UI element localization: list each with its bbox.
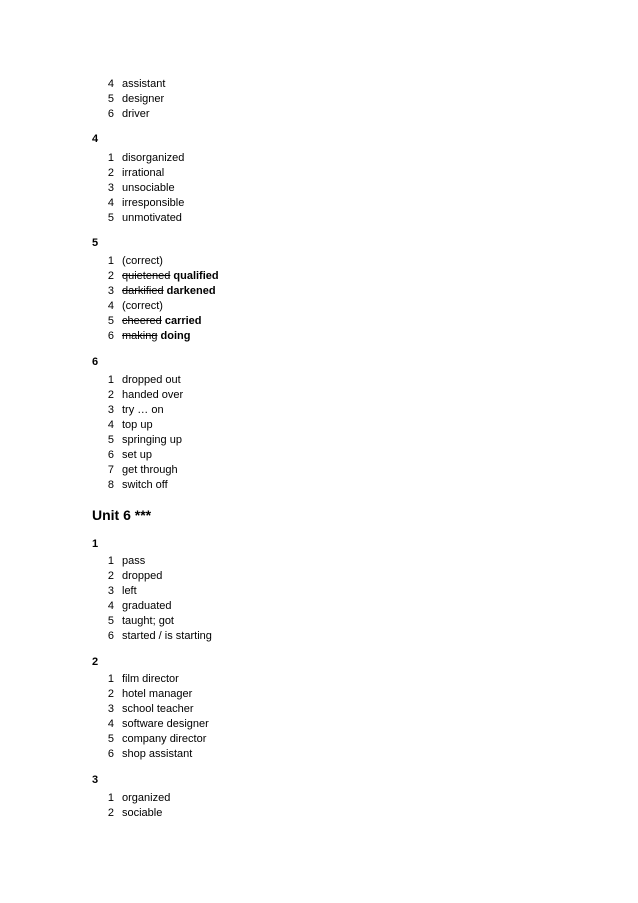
struck-word: quietened — [122, 270, 171, 282]
item-text: taught; got — [122, 615, 174, 627]
item-text: irresponsible — [122, 197, 185, 209]
corrected-word: qualified — [173, 270, 219, 282]
item-number: 4 — [107, 197, 114, 209]
item-text: shop assistant — [122, 748, 193, 760]
item-text: switch off — [122, 479, 168, 491]
item-text: (correct) — [122, 300, 163, 312]
item-text: graduated — [122, 600, 172, 612]
item-number: 6 — [107, 630, 114, 642]
item-text: hotel manager — [122, 688, 193, 700]
item-number: 2 — [107, 807, 114, 819]
item-text: driver — [122, 108, 150, 120]
item-number: 4 — [107, 718, 114, 730]
item-text: get through — [122, 464, 178, 476]
item-number: 2 — [107, 688, 114, 700]
item-number: 4 — [107, 419, 114, 431]
item-text: handed over — [122, 389, 184, 401]
item-text: software designer — [122, 718, 209, 730]
item-text: set up — [122, 449, 152, 461]
item-text — [122, 284, 216, 299]
item-text: top up — [122, 419, 153, 431]
item-number: 2 — [107, 270, 114, 282]
item-number: 6 — [107, 449, 114, 461]
item-text: unsociable — [122, 182, 175, 194]
item-number: 3 — [107, 182, 114, 194]
item-text: pass — [122, 555, 146, 567]
item-text: designer — [122, 93, 165, 105]
item-number: 3 — [107, 404, 114, 416]
item-text — [122, 314, 202, 329]
item-text — [122, 269, 219, 284]
item-text: sociable — [122, 807, 163, 819]
item-number: 2 — [107, 389, 114, 401]
section-heading: 1 — [92, 538, 99, 550]
item-number: 6 — [107, 330, 114, 342]
item-text: company director — [122, 733, 207, 745]
item-text: organized — [122, 792, 171, 804]
item-number: 5 — [107, 212, 114, 224]
item-text: dropped out — [122, 374, 181, 386]
corrected-word: darkened — [166, 285, 216, 297]
item-number: 1 — [107, 374, 114, 386]
item-text: (correct) — [122, 255, 163, 267]
item-text: film director — [122, 673, 179, 685]
item-number: 1 — [107, 673, 114, 685]
item-text: irrational — [122, 167, 165, 179]
item-number: 2 — [107, 570, 114, 582]
item-number: 5 — [107, 315, 114, 327]
item-text: unmotivated — [122, 212, 182, 224]
item-number: 3 — [107, 585, 114, 597]
item-number: 6 — [107, 748, 114, 760]
section-heading: 2 — [92, 656, 99, 668]
unit-title: Unit 6 *** — [92, 507, 152, 523]
section-heading: 5 — [92, 237, 99, 249]
struck-word: darkified — [122, 285, 164, 297]
item-text: disorganized — [122, 152, 185, 164]
struck-word: cheered — [122, 315, 162, 327]
item-number: 4 — [107, 78, 114, 90]
item-number: 8 — [107, 479, 114, 491]
struck-word: making — [122, 330, 158, 342]
item-number: 7 — [107, 464, 114, 476]
item-text: assistant — [122, 78, 166, 90]
section-heading: 3 — [92, 774, 99, 786]
item-text: springing up — [122, 434, 182, 446]
item-number: 5 — [107, 93, 114, 105]
item-text: dropped — [122, 570, 163, 582]
item-number: 1 — [107, 255, 114, 267]
item-text — [122, 329, 190, 344]
item-number: 6 — [107, 108, 114, 120]
item-number: 5 — [107, 615, 114, 627]
item-text: try … on — [122, 404, 164, 416]
item-text: started / is starting — [122, 630, 212, 642]
item-number: 5 — [107, 434, 114, 446]
item-number: 1 — [107, 152, 114, 164]
corrected-word: carried — [164, 315, 202, 327]
item-number: 3 — [107, 285, 114, 297]
item-number: 5 — [107, 733, 114, 745]
item-text: left — [122, 585, 137, 597]
item-number: 4 — [107, 600, 114, 612]
item-number: 1 — [107, 792, 114, 804]
section-heading: 6 — [92, 356, 99, 368]
item-text: school teacher — [122, 703, 194, 715]
section-heading: 4 — [92, 133, 99, 145]
item-number: 4 — [107, 300, 114, 312]
item-number: 2 — [107, 167, 114, 179]
item-number: 3 — [107, 703, 114, 715]
item-number: 1 — [107, 555, 114, 567]
corrected-word: doing — [160, 330, 191, 342]
